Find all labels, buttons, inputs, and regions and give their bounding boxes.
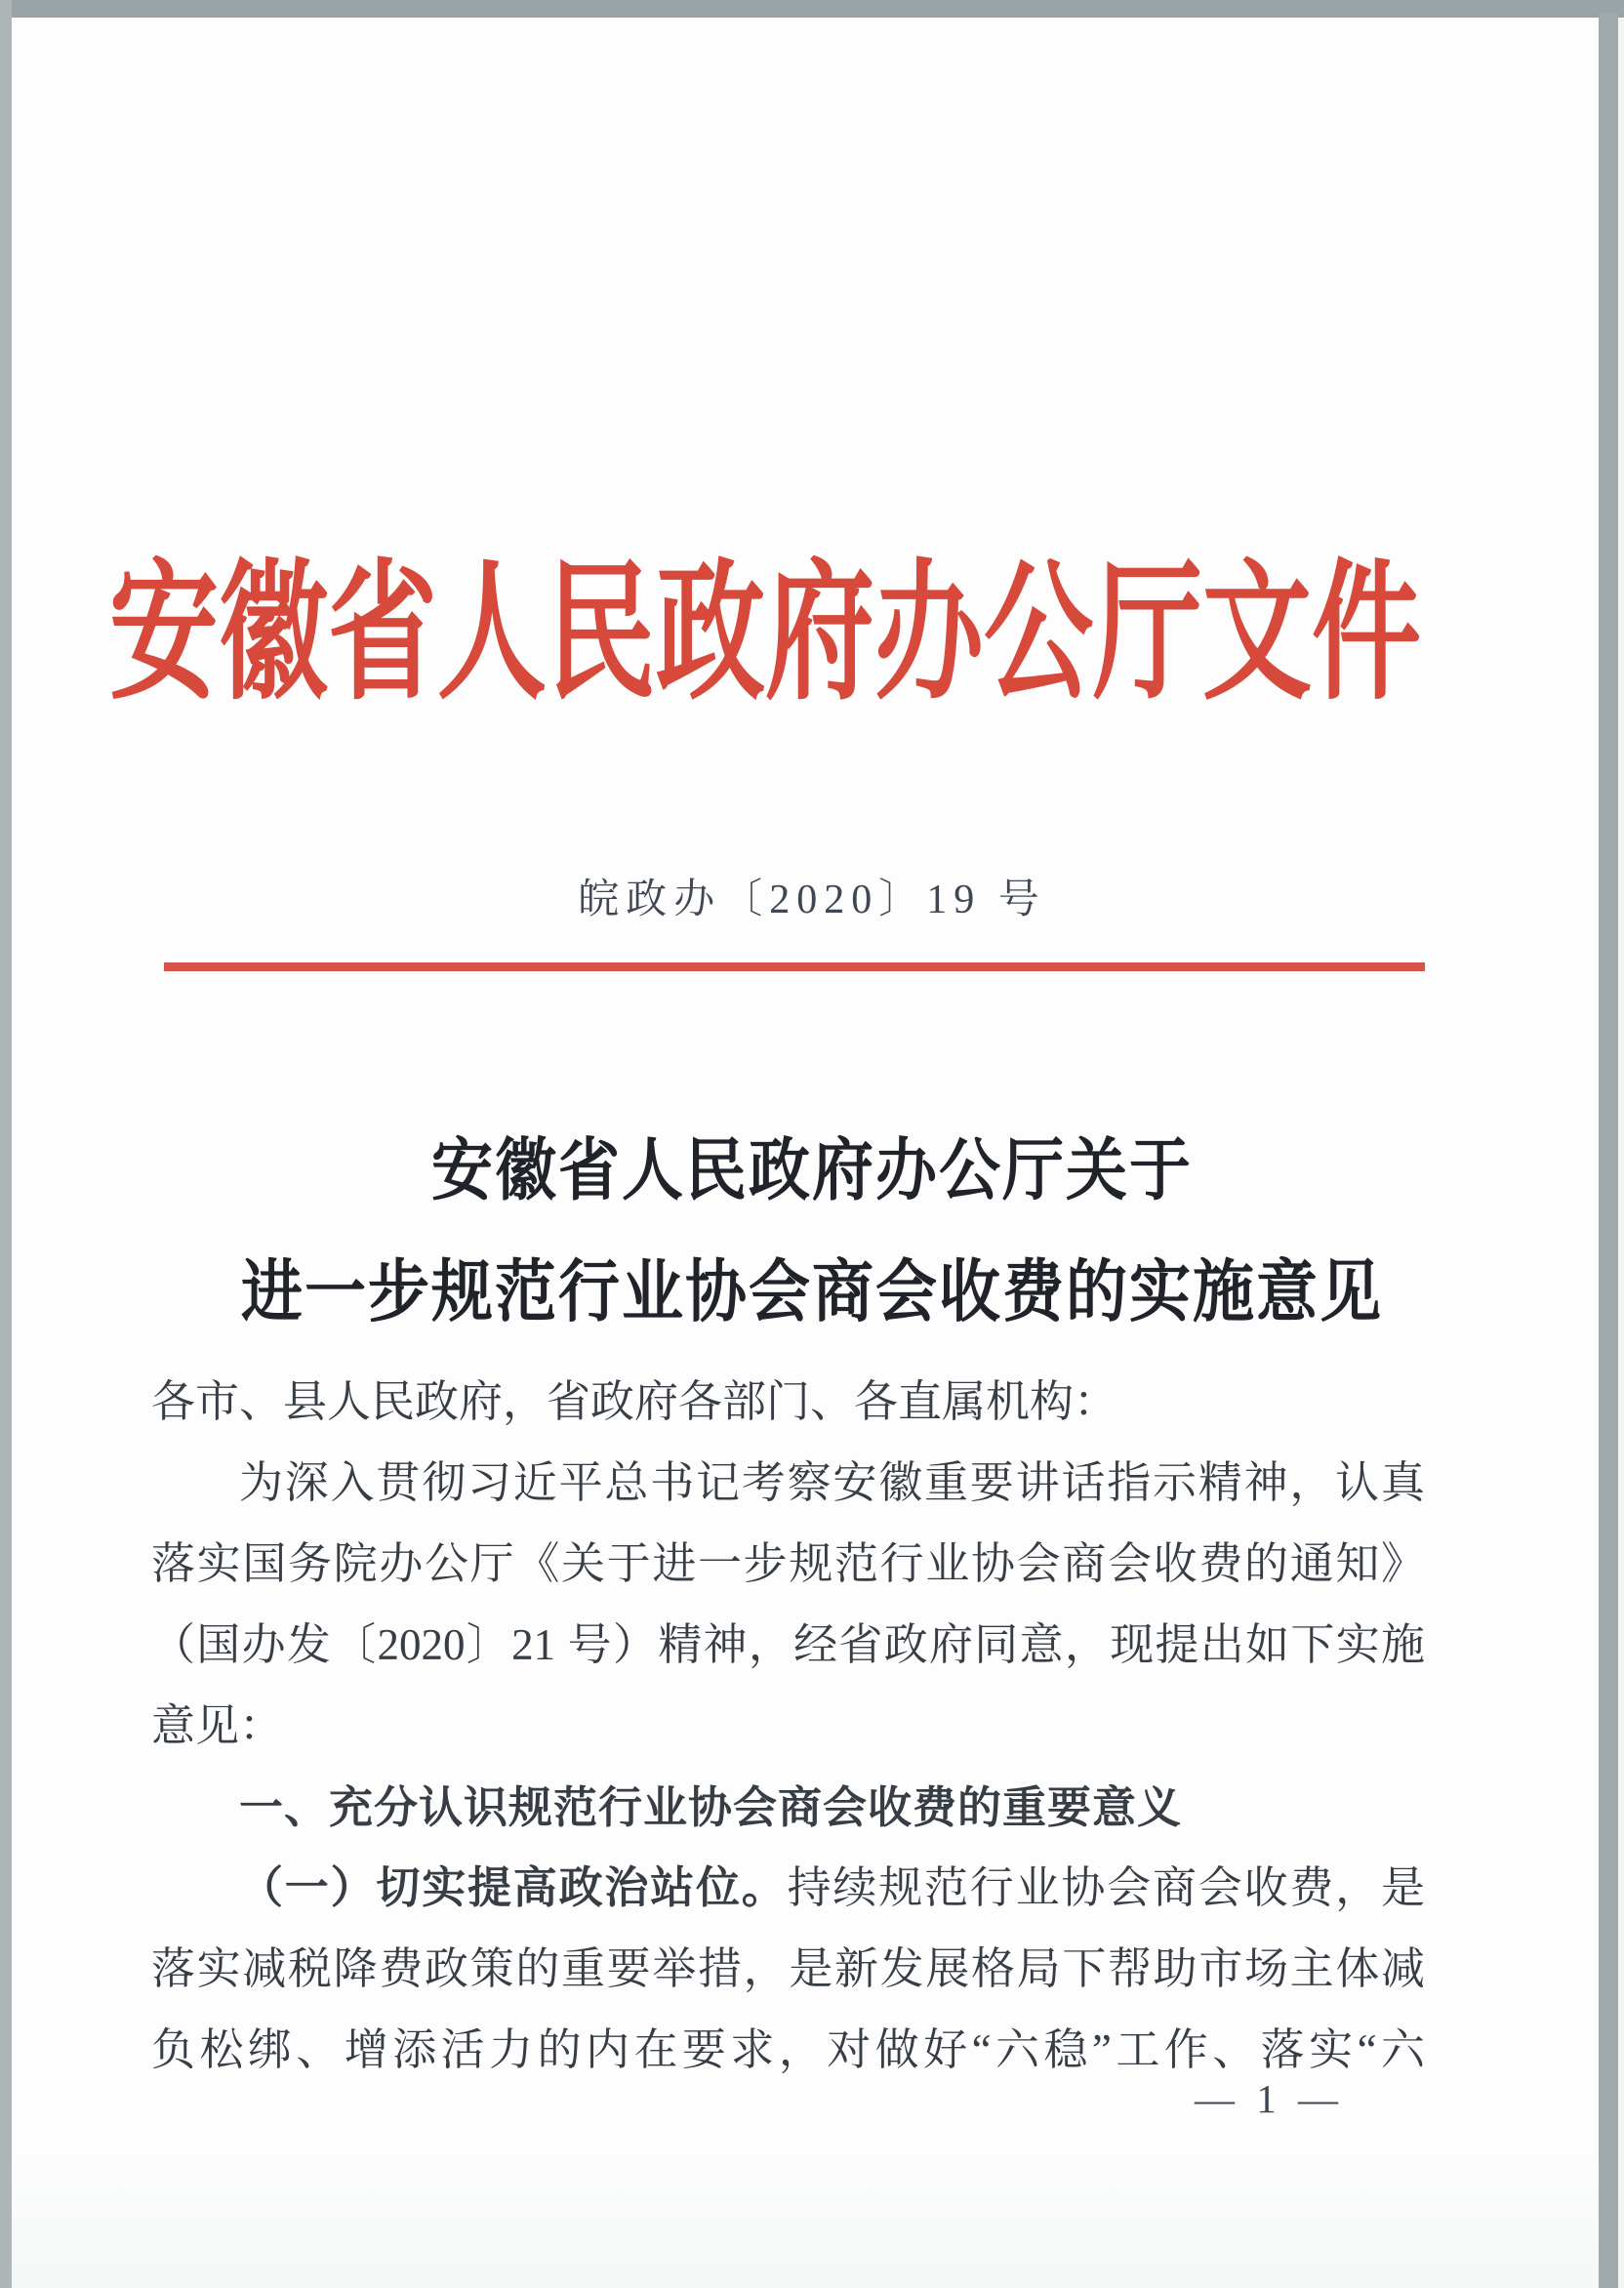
letterhead-divider-rule (164, 962, 1425, 971)
body-line: （国办发〔2020〕21 号）精神，经省政府同意，现提出如下实施 (151, 1620, 1425, 1669)
document-number: 皖政办〔2020〕19 号 (578, 878, 1046, 922)
body-line: 意见： (151, 1701, 284, 1750)
body-line: 为深入贯彻习近平总书记考察安徽重要讲话指示精神，认真 (239, 1458, 1425, 1507)
body-line-bold-lead: （一）切实提高政治站位。 (239, 1863, 788, 1912)
letterhead-title: 安徽省人民政府办公厅文件 (109, 551, 1421, 719)
body-text (151, 1362, 1425, 2091)
body-line (151, 1848, 1425, 1929)
document-title-line2: 进一步规范行业协会商会收费的实施意见 (241, 1254, 1383, 1330)
salutation-line: 各市、县人民政府，省政府各部门、各直属机构： (151, 1377, 1118, 1426)
section-heading: 一、充分认识规范行业协会商会收费的重要意义 (239, 1782, 1183, 1832)
page-number: — 1 — (1195, 2076, 1344, 2121)
body-line: 负松绑、增添活力的内在要求，对做好“六稳”工作、落实“六 (151, 2025, 1425, 2074)
body-line: 落实减税降费政策的重要举措，是新发展格局下帮助市场主体减 (151, 1944, 1425, 1993)
document-title-line1: 安徽省人民政府办公厅关于 (431, 1133, 1193, 1209)
document-title (0, 1111, 1624, 1354)
scan-border-top (0, 0, 1624, 18)
body-line: 落实国务院办公厅《关于进一步规范行业协会商会收费的通知》 (151, 1539, 1425, 1588)
body-line-rest: 持续规范行业协会商会收费，是 (787, 1863, 1425, 1912)
